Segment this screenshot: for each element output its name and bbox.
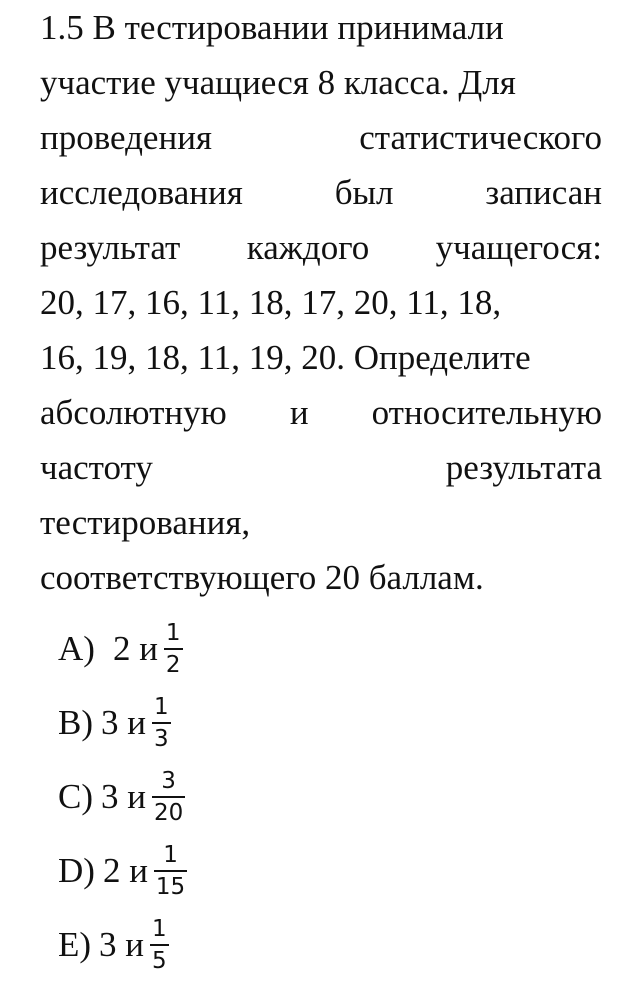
problem-word: относительную	[371, 393, 602, 432]
option-a[interactable]	[58, 612, 458, 686]
problem-line-3	[40, 110, 602, 165]
problem-line-4	[40, 165, 602, 220]
option-e[interactable]	[58, 908, 458, 982]
option-label: A)	[58, 629, 95, 668]
option-text: 2 и	[112, 629, 158, 668]
problem-line-2	[40, 55, 602, 110]
option-fraction	[152, 694, 171, 752]
fraction-numerator: 1	[153, 694, 169, 720]
problem-line-11-text: соответствующего 20 баллам.	[40, 558, 484, 597]
option-fraction	[150, 916, 169, 974]
fraction-bar	[152, 796, 185, 798]
problem-line-10-text: тестирования,	[40, 503, 251, 542]
fraction-numerator: 1	[165, 620, 181, 646]
problem-line-2-text: участие учащиеся 8 класса. Для	[40, 63, 516, 102]
option-text: 3 и	[101, 777, 146, 816]
problem-line-1-text: 1.5 В тестировании принимали	[40, 8, 504, 47]
option-c[interactable]	[58, 760, 458, 834]
problem-word: проведения	[40, 118, 213, 157]
fraction-bar	[154, 870, 187, 872]
problem-word: записан	[485, 173, 602, 212]
fraction-denominator: 3	[153, 726, 169, 752]
problem-word: исследования	[40, 173, 243, 212]
fraction-denominator: 2	[165, 652, 181, 678]
fraction-numerator: 3	[161, 768, 176, 794]
problem-line-5	[40, 220, 602, 275]
problem-line-8	[40, 385, 602, 440]
problem-text	[40, 0, 602, 605]
fraction-numerator: 1	[152, 916, 167, 942]
fraction-bar	[164, 648, 183, 650]
problem-word: результат	[40, 228, 181, 267]
fraction-numerator: 1	[163, 842, 178, 868]
problem-line-11	[40, 550, 602, 605]
problem-word: каждого	[246, 228, 370, 267]
problem-line-7-text: 16, 19, 18, 11, 19, 20. Определите	[40, 338, 531, 377]
problem-word: учащегося:	[435, 228, 602, 267]
problem-line-9	[40, 440, 602, 495]
option-text: 3 и	[101, 703, 146, 742]
problem-word: был	[334, 173, 394, 212]
option-b[interactable]	[58, 686, 458, 760]
option-text: 3 и	[99, 925, 145, 964]
problem-line-10	[40, 495, 602, 550]
option-label: E)	[58, 925, 92, 964]
option-fraction	[152, 768, 185, 826]
option-label: B)	[58, 703, 93, 742]
problem-line-6	[40, 275, 602, 330]
problem-word: и	[289, 393, 309, 432]
option-fraction	[154, 842, 187, 900]
answer-options	[58, 612, 458, 982]
problem-line-6-text: 20, 17, 16, 11, 18, 17, 20, 11, 18,	[40, 283, 502, 322]
option-fraction	[164, 620, 183, 678]
problem-line-7	[40, 330, 602, 385]
problem-word: частоту	[40, 448, 153, 487]
problem-word: статистического	[359, 118, 602, 157]
fraction-bar	[150, 944, 169, 946]
fraction-bar	[152, 722, 171, 724]
problem-word: абсолютную	[40, 393, 227, 432]
problem-word: результата	[445, 448, 602, 487]
option-text: 2 и	[102, 851, 148, 890]
option-label: D)	[58, 851, 95, 890]
fraction-denominator: 5	[152, 948, 167, 974]
fraction-denominator: 15	[155, 874, 186, 900]
option-d[interactable]	[58, 834, 458, 908]
fraction-denominator: 20	[153, 800, 184, 826]
problem-line-1	[40, 0, 602, 55]
option-label: C)	[58, 777, 93, 816]
